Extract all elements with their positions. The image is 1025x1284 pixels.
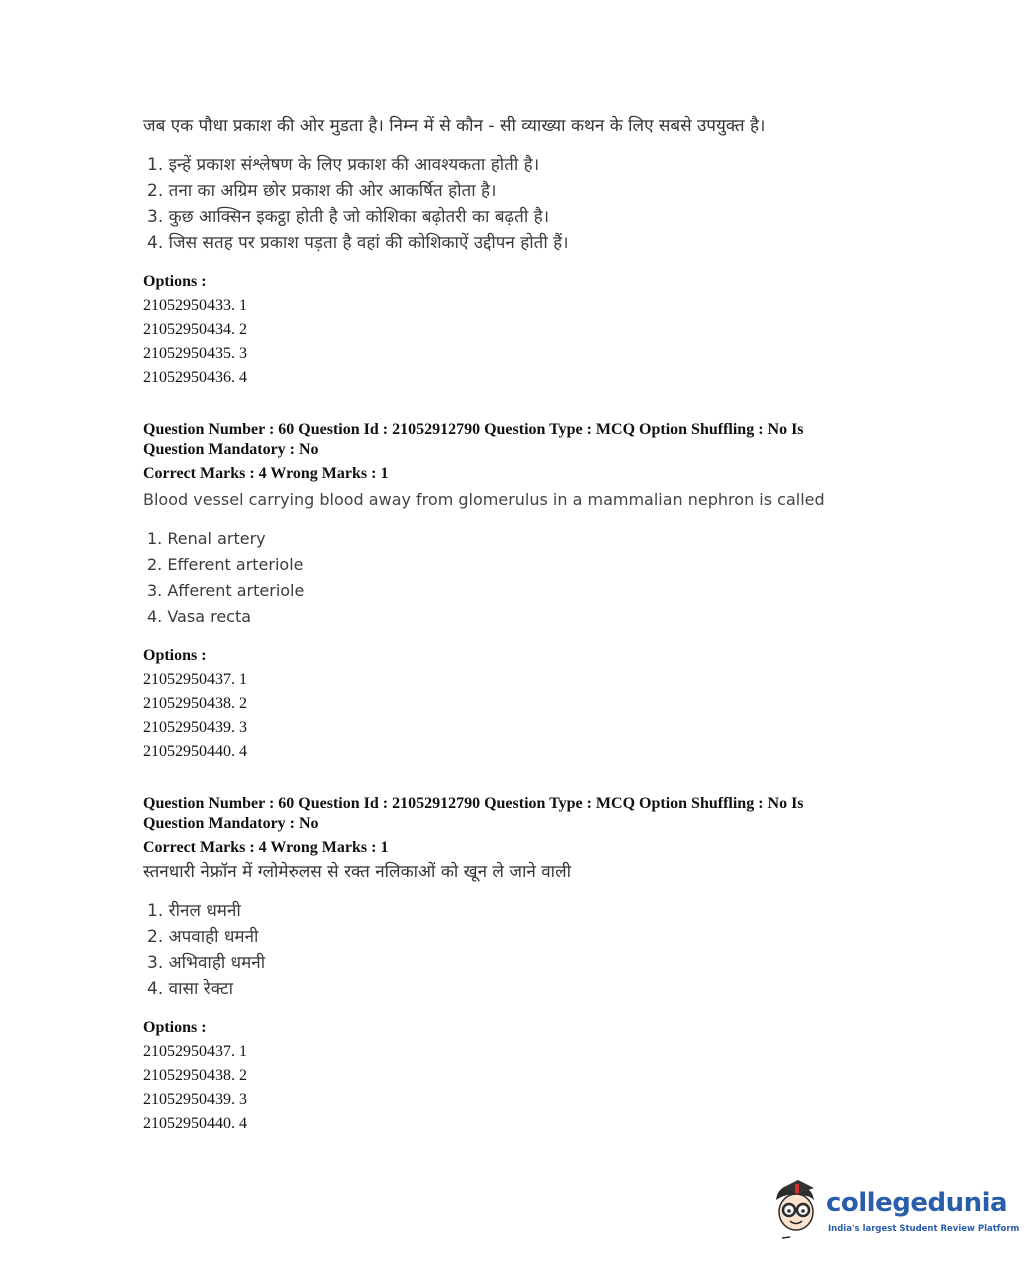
choice-item: 1. Renal artery (147, 529, 266, 548)
choice-item: 4. जिस सतह पर प्रकाश पड़ता है वहां की कोशिकाऐं उद्दीपन होती हैं। (147, 233, 569, 253)
option-id: 21052950434. 2 (143, 321, 247, 338)
question-stem: Blood vessel carrying blood away from glomerulus in a mammalian nephron is called (143, 490, 825, 509)
mascot-icon (768, 1180, 824, 1240)
question-mandatory: Question Mandatory : No (143, 815, 319, 832)
collegedunia-logo[interactable] (768, 1180, 1020, 1240)
choice-item: 3. कुछ आक्सिन इकट्ठा होती है जो कोशिका बढ़ोतरी का बढ़ती है। (147, 207, 550, 227)
choice-item: 2. अपवाही धमनी (147, 927, 259, 947)
options-label: Options : (143, 647, 207, 664)
option-id: 21052950438. 2 (143, 695, 247, 712)
option-id: 21052950433. 1 (143, 297, 247, 314)
option-id: 21052950438. 2 (143, 1067, 247, 1084)
option-id: 21052950436. 4 (143, 369, 247, 386)
option-id: 21052950437. 1 (143, 671, 247, 688)
choice-item: 2. Efferent arteriole (147, 555, 304, 574)
choice-item: 2. तना का अग्रिम छोर प्रकाश की ओर आकर्षित होता है। (147, 181, 497, 201)
choice-list (147, 152, 883, 256)
question-paper-page (143, 108, 883, 1166)
question-meta: Question Number : 60 Question Id : 21052912790 Question Type : MCQ Option Shuffling : No Is (143, 421, 804, 438)
option-id: 21052950439. 3 (143, 1091, 247, 1108)
option-id: 21052950435. 3 (143, 345, 247, 362)
question-stem: स्तनधारी नेफ्रॉन में ग्लोमेरुलस से रक्त नलिकाओं को खून ले जाने वाली (143, 862, 572, 882)
choice-list (147, 898, 883, 1002)
choice-item: 3. Afferent arteriole (147, 581, 305, 600)
choice-item: 1. रीनल धमनी (147, 901, 241, 921)
question-marks: Correct Marks : 4 Wrong Marks : 1 (143, 465, 389, 482)
choice-item: 4. Vasa recta (147, 607, 252, 626)
option-id: 21052950439. 3 (143, 719, 247, 736)
choice-item: 1. इन्हें प्रकाश संश्लेषण के लिए प्रकाश की आवश्यकता होती है। (147, 155, 540, 175)
option-id: 21052950440. 4 (143, 743, 247, 760)
question-meta: Question Number : 60 Question Id : 21052912790 Question Type : MCQ Option Shuffling : No Is (143, 795, 804, 812)
options-label: Options : (143, 273, 207, 290)
question-60-english-block (143, 420, 883, 764)
option-id: 21052950440. 4 (143, 1115, 247, 1132)
logo-tagline: India's largest Student Review Platform (828, 1224, 1020, 1234)
choice-item: 3. अभिवाही धमनी (147, 953, 266, 973)
option-id: 21052950437. 1 (143, 1043, 247, 1060)
logo-wordmark: collegedunia (826, 1188, 1008, 1218)
choice-item: 4. वासा रेक्टा (147, 979, 233, 999)
question-60-hindi-block (143, 794, 883, 1136)
choice-list (147, 526, 883, 630)
question-stem: जब एक पौधा प्रकाश की ओर मुडता है। निम्न में से कौन - सी व्याख्या कथन के लिए सबसे उपयुक्त है। (143, 116, 766, 136)
options-label: Options : (143, 1019, 207, 1036)
question-59-block (143, 114, 883, 390)
question-mandatory: Question Mandatory : No (143, 441, 319, 458)
question-marks: Correct Marks : 4 Wrong Marks : 1 (143, 839, 389, 856)
